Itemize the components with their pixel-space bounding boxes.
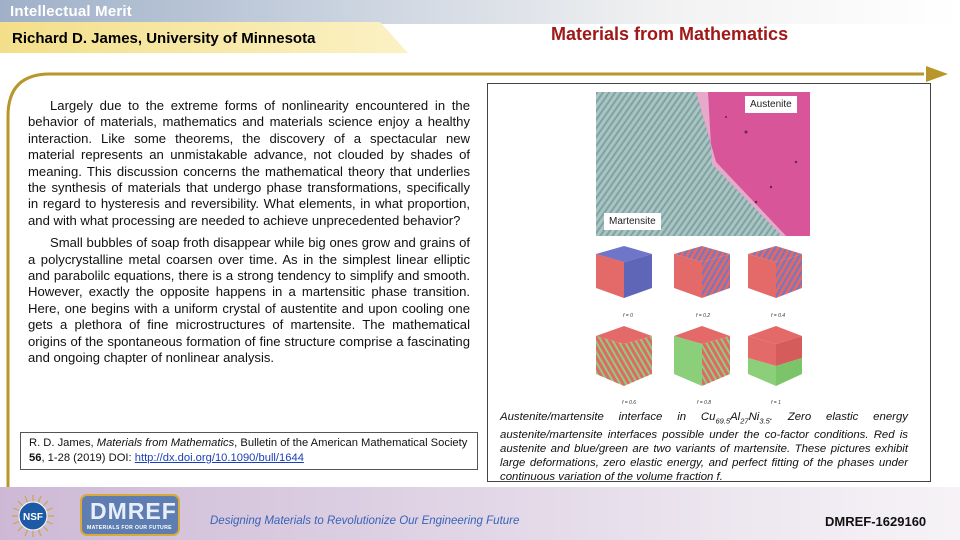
award-number: DMREF-1629160 [825,514,927,529]
header-band [0,0,960,24]
caption-text-d: . Zero elastic energy austenite/martensite interfaces possible under the co-factor conditions. Red is austenite and blue/green are two variants of martensite. These pictures exhibit large deformations, zero elastic energy, and perfect fitting of the phases under continuous variation of the volume fraction f. [500,411,908,484]
caption-text-b: Al [730,411,741,423]
ref-work: Materials from Mathematics [96,437,235,449]
footer-tagline: Designing Materials to Revolutionize Our Engineering Future [210,515,520,527]
dmref-logo-subtitle: MATERIALS FOR OUR FUTURE [87,525,172,531]
caption-sub-cu: 69.5 [715,416,731,426]
f-label-1: f = 0.2 [696,313,711,319]
figure-caption [500,410,908,484]
martensite-label: Martensite [604,213,661,230]
nsf-logo [12,495,54,537]
f-label-2: f = 0.4 [771,313,786,319]
svg-text:NSF: NSF [23,512,43,523]
dmref-logo-text: DMREF [90,498,177,524]
cube-f06 [596,326,652,386]
paragraph-martensite: Small bubbles of soap froth disappear while big ones grow and grains of a polycrystalline metal coarsen over time. As in the simplest linear elliptic and parabolilc equations, there is a strong tendency to simplify and smooth. However, exactly the opposite happens in a martensitic phase transition. Here, one begins with a uniform crystal of austentite and upon cooling one gets a plethora of fine microstructures of martensite. The mathematical origins of the spontaneous formation of fine structure comprise a fascinating and ongoing chapter of nonlinear analysis. [28,235,470,366]
program-label: Intellectual Merit [10,3,132,20]
cube-f02 [674,246,730,298]
caption-sub-ni: 3.5 [759,416,770,426]
reference-box [20,432,478,470]
cube-f08 [674,326,730,386]
body-text [28,98,470,373]
ref-journal: , Bulletin of the American Mathematical Society [234,437,468,449]
caption-sub-al: 27 [740,416,749,426]
austenite-label: Austenite [745,96,797,113]
doi-link[interactable]: http://dx.doi.org/10.1090/bull/1644 [134,452,304,464]
paragraph-intro: Largely due to the extreme forms of nonlinearity encountered in the behavior of materials, mathematics and materials science enjoy a healthy interaction. Like some theorems, the discovery of a spectacular new material represents an unmistakable advance, not clouded by shades of meaning. This discussion concerns the mathematical theory that underlies the synthesis of materials that undergo phase transformations, specifically in regard to hysteresis and reversibility. What elements, in what proportion, and with what processing are needed to achieve unprecedented behavior? [28,98,470,228]
slide-title: Materials from Mathematics [551,24,789,44]
cube-sequence-image [588,240,802,410]
ref-volume: 56 [29,452,42,464]
ref-rest: , 1-28 (2019) DOI: [41,452,135,464]
ref-authors: R. D. James, [29,437,97,449]
author-line: Richard D. James, University of Minnesota [12,30,316,47]
f-label-5: f = 1 [771,400,781,406]
cube-f0 [596,246,652,298]
cube-f1 [748,326,802,386]
caption-text-c: Ni [748,411,760,423]
cube-f04 [748,246,802,298]
f-label-4: f = 0.8 [697,400,712,406]
f-label-3: f = 0.6 [622,400,637,406]
caption-text-a: Austenite/martensite interface in Cu [500,411,716,423]
f-label-0: f = 0 [623,313,633,319]
